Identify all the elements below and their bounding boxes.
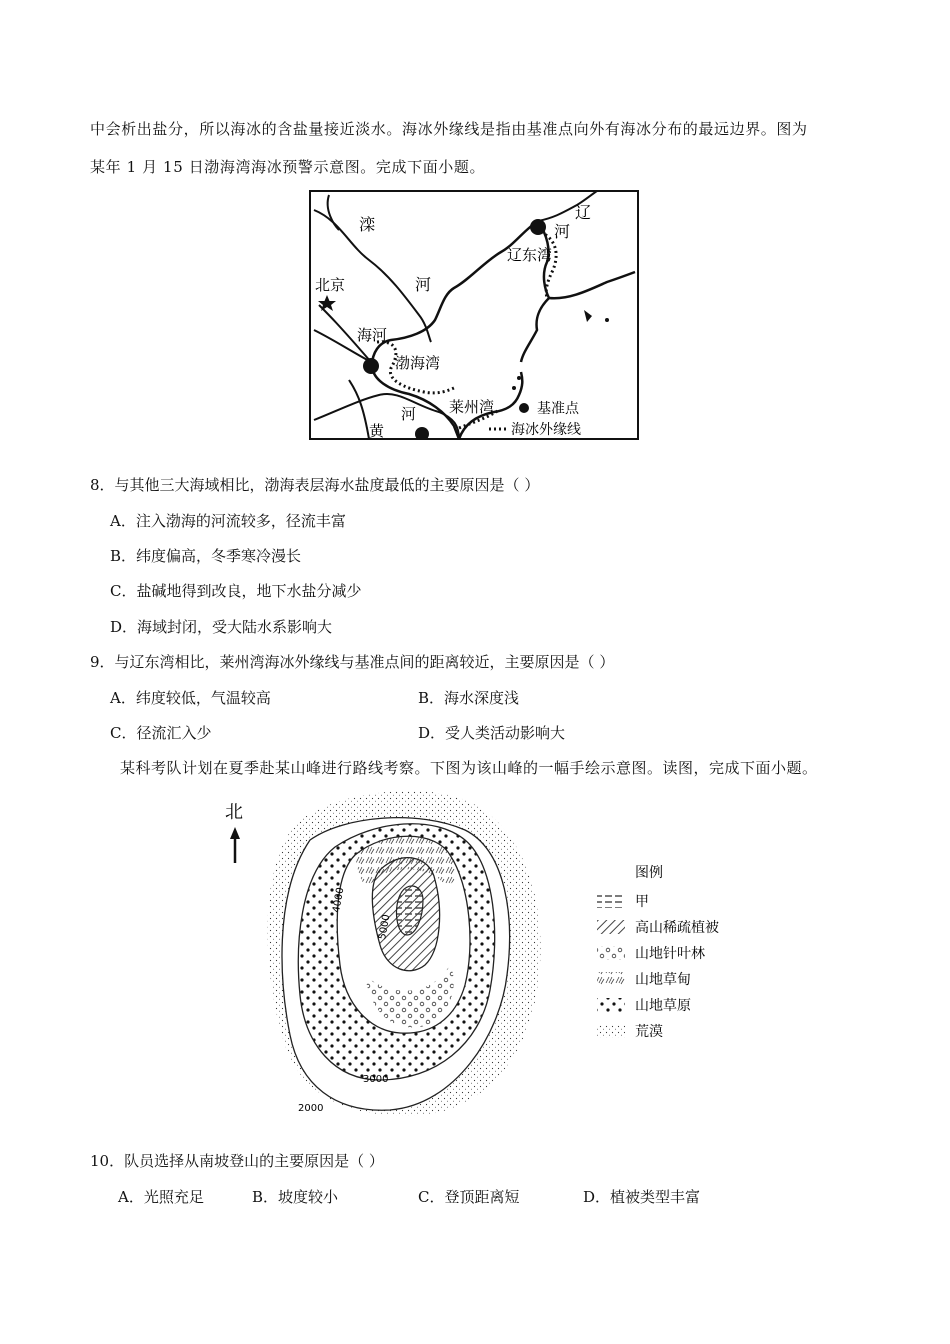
label-he2: 河 [554,222,571,241]
q10-option-a[interactable]: A．光照充足 [118,1188,204,1206]
mountain-vegetation-map [215,785,755,1120]
legend-steppe-swatch [597,998,625,1012]
label-liao: 辽 [575,203,592,222]
legend-base-point-icon [519,403,529,413]
legend-alpine: 高山稀疏植被 [635,920,719,936]
label-luan: 滦 [359,215,376,234]
label-he3: 河 [401,405,417,423]
contour-label-3000: 3000 [363,1074,389,1085]
island-2 [605,318,609,322]
island-4 [512,386,516,390]
label-laizhou: 莱州湾 [449,398,495,416]
intro-2: 某科考队计划在夏季赴某山峰进行路线考察。下图为该山峰的一幅手绘示意图。读图，完成下面小题。 [120,759,818,777]
q10-option-d[interactable]: D．植被类型丰富 [583,1188,701,1206]
legend-title: 图例 [635,865,663,881]
bohai-sea-ice-map [309,190,639,440]
q8-option-d[interactable]: D．海域封闭，受大陆水系影响大 [110,618,333,636]
base-point-bohai [363,358,379,374]
contour-label-5000: 5000 [377,913,393,941]
label-beijing: 北京 [315,276,346,294]
bohai-map-svg [309,190,639,440]
q9-option-a[interactable]: A．纬度较低，气温较高 [110,689,271,707]
base-point-liaodong [530,219,546,235]
intro-line-2: 某年 1 月 15 日渤海湾海冰预警示意图。完成下面小题。 [90,158,486,176]
legend-base-point: 基准点 [537,401,579,417]
legend-jia-swatch [597,894,625,908]
contour-label-2000: 2000 [298,1103,324,1114]
question-9-stem: 9．与辽东湾相比，莱州湾海冰外缘线与基准点间的距离较近，主要原因是（ ） [90,653,615,671]
q9-option-b[interactable]: B．海水深度浅 [418,689,520,707]
legend-meadow: 山地草甸 [635,972,691,988]
mountain-map-svg [215,785,755,1120]
label-haihe: 海河 [357,326,388,344]
legend-ice-edge: 海冰外缘线 [511,422,581,438]
label-liaodong: 辽东湾 [507,246,553,264]
label-bohai: 渤海湾 [395,354,441,372]
q10-option-c[interactable]: C．登顶距离短 [418,1188,520,1206]
question-8-stem: 8．与其他三大海域相比，渤海表层海水盐度最低的主要原因是（ ） [90,476,540,494]
contour-label-4000: 4000 [331,886,347,914]
legend-conifer-swatch [597,946,625,960]
legend-jia: 甲 [635,894,649,910]
intro-line-1: 中会析出盐分，所以海冰的含盐量接近淡水。海冰外缘线是指由基准点向外有海冰分布的最远边界。图为 [90,120,808,138]
q8-option-b[interactable]: B．纬度偏高，冬季寒冷漫长 [110,547,302,565]
island-3 [517,376,521,380]
q9-option-d[interactable]: D．受人类活动影响大 [418,724,566,742]
label-huang: 黄 [369,422,385,440]
legend-desert-swatch [597,1024,625,1038]
legend-desert: 荒漠 [635,1024,663,1040]
north-arrow-head-icon [230,827,240,839]
legend-conifer: 山地针叶林 [635,946,705,962]
north-label: 北 [225,802,243,823]
legend-steppe: 山地草原 [635,998,691,1014]
legend-alpine-swatch [597,920,625,934]
q8-option-a[interactable]: A．注入渤海的河流较多，径流丰富 [110,512,346,530]
q9-option-c[interactable]: C．径流汇入少 [110,724,212,742]
q8-option-c[interactable]: C．盐碱地得到改良，地下水盐分减少 [110,582,362,600]
label-he1: 河 [415,275,432,294]
legend-meadow-swatch [597,972,625,986]
q10-option-b[interactable]: B．坡度较小 [252,1188,339,1206]
question-10-stem: 10．队员选择从南坡登山的主要原因是（ ） [90,1152,384,1170]
